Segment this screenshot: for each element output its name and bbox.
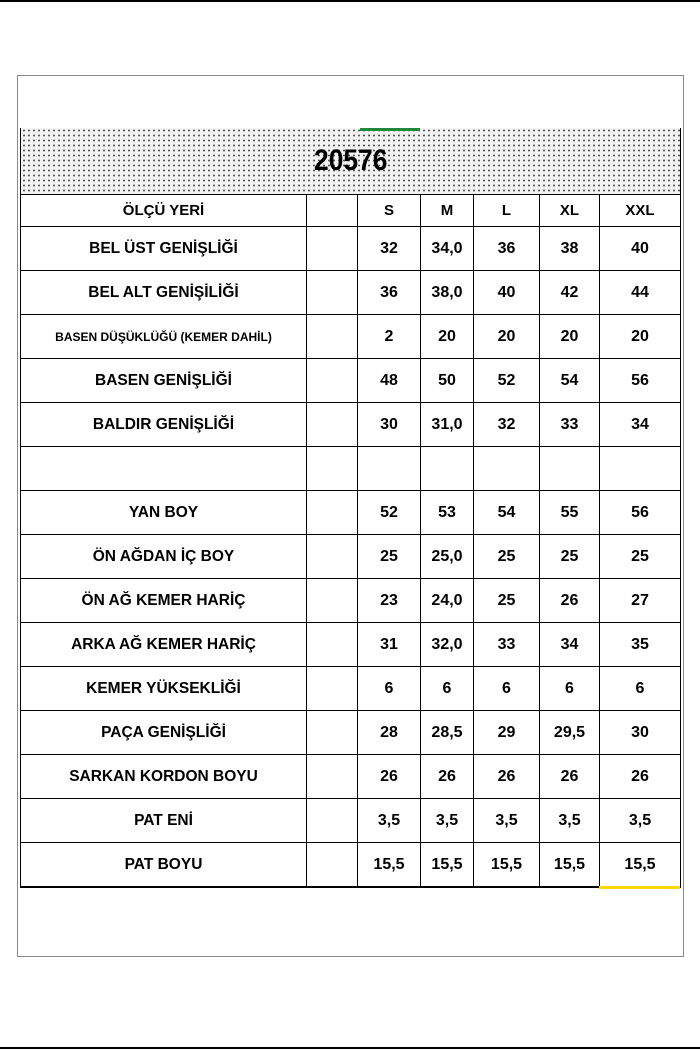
- value-cell-l: 25: [474, 535, 540, 579]
- column-header-xl: XL: [540, 195, 600, 227]
- value-cell-xxl: 6: [600, 667, 681, 711]
- measure-label: ARKA AĞ KEMER HARİÇ: [21, 623, 307, 667]
- value-cell-s: 52: [358, 491, 421, 535]
- value-cell-xxl: 40: [600, 227, 681, 271]
- blank-cell: [307, 711, 358, 755]
- value-cell-xxl: 26: [600, 755, 681, 799]
- blank-cell: [307, 535, 358, 579]
- blank-cell: [307, 579, 358, 623]
- value-cell-xxl: 3,5: [600, 799, 681, 843]
- table-row: [21, 315, 681, 359]
- value-cell-xxl: 20: [600, 315, 681, 359]
- value-cell-s: 2: [358, 315, 421, 359]
- value-cell-m: 28,5: [421, 711, 474, 755]
- green-accent-mark: [360, 128, 420, 131]
- measure-label: BEL ÜST GENİŞLİĞİ: [21, 227, 307, 271]
- table-row: [21, 447, 681, 491]
- value-cell-xl: 6: [540, 667, 600, 711]
- measure-label: BEL ALT GENİŞİLİĞİ: [21, 271, 307, 315]
- header-row: [21, 195, 681, 227]
- value-cell-l: 52: [474, 359, 540, 403]
- blank-cell: [307, 843, 358, 888]
- table-row: [21, 359, 681, 403]
- value-cell-xxl: 56: [600, 491, 681, 535]
- value-cell-xxl: 30: [600, 711, 681, 755]
- value-cell-l: [474, 447, 540, 491]
- value-cell-l: 36: [474, 227, 540, 271]
- value-cell-m: 32,0: [421, 623, 474, 667]
- table-row: [21, 667, 681, 711]
- value-cell-s: 23: [358, 579, 421, 623]
- value-cell-s: 32: [358, 227, 421, 271]
- blank-cell: [307, 359, 358, 403]
- value-cell-l: 6: [474, 667, 540, 711]
- value-cell-s: [358, 447, 421, 491]
- value-cell-l: 3,5: [474, 799, 540, 843]
- blank-cell: [307, 491, 358, 535]
- value-cell-xl: 20: [540, 315, 600, 359]
- value-cell-xl: 55: [540, 491, 600, 535]
- table-row: [21, 755, 681, 799]
- value-cell-xl: 26: [540, 579, 600, 623]
- blank-cell: [307, 667, 358, 711]
- table-row: [21, 271, 681, 315]
- value-cell-xxl: 34: [600, 403, 681, 447]
- table-row: [21, 843, 681, 888]
- value-cell-l: 25: [474, 579, 540, 623]
- value-cell-s: 31: [358, 623, 421, 667]
- value-cell-m: 6: [421, 667, 474, 711]
- value-cell-l: 40: [474, 271, 540, 315]
- measure-label: PAT ENİ: [21, 799, 307, 843]
- value-cell-xxl: 35: [600, 623, 681, 667]
- value-cell-m: 15,5: [421, 843, 474, 888]
- value-cell-s: 3,5: [358, 799, 421, 843]
- value-cell-m: 53: [421, 491, 474, 535]
- yellow-accent-mark: [599, 886, 680, 889]
- blank-cell: [307, 315, 358, 359]
- column-header-l: L: [474, 195, 540, 227]
- value-cell-xl: 38: [540, 227, 600, 271]
- value-cell-xxl: 25: [600, 535, 681, 579]
- title-row: [21, 128, 681, 195]
- value-cell-xl: 3,5: [540, 799, 600, 843]
- value-cell-s: 48: [358, 359, 421, 403]
- measure-label: PAÇA GENİŞLİĞİ: [21, 711, 307, 755]
- table-row: [21, 623, 681, 667]
- value-cell-l: 54: [474, 491, 540, 535]
- measure-label: ÖN AĞDAN İÇ BOY: [21, 535, 307, 579]
- table-row: [21, 711, 681, 755]
- value-cell-xxl: 27: [600, 579, 681, 623]
- column-header-m: M: [421, 195, 474, 227]
- bottom-rule: [0, 1047, 700, 1049]
- measure-label: BASEN GENİŞLİĞİ: [21, 359, 307, 403]
- value-cell-s: 26: [358, 755, 421, 799]
- size-chart-table: [20, 128, 681, 888]
- value-cell-xl: 25: [540, 535, 600, 579]
- table-row: [21, 227, 681, 271]
- value-cell-m: 20: [421, 315, 474, 359]
- value-cell-l: 32: [474, 403, 540, 447]
- value-cell-m: 38,0: [421, 271, 474, 315]
- column-header-s: S: [358, 195, 421, 227]
- value-cell-xl: 29,5: [540, 711, 600, 755]
- value-cell-m: 50: [421, 359, 474, 403]
- measure-label: [21, 447, 307, 491]
- table-row: [21, 403, 681, 447]
- top-rule: [0, 0, 700, 2]
- value-cell-l: 29: [474, 711, 540, 755]
- value-cell-m: [421, 447, 474, 491]
- value-cell-xl: 34: [540, 623, 600, 667]
- value-cell-m: 26: [421, 755, 474, 799]
- value-cell-xxl: [600, 447, 681, 491]
- table-row: [21, 579, 681, 623]
- value-cell-l: 33: [474, 623, 540, 667]
- value-cell-xl: 15,5: [540, 843, 600, 888]
- measure-label: BASEN DÜŞÜKLÜĞÜ (KEMER DAHİL): [21, 315, 307, 359]
- value-cell-s: 6: [358, 667, 421, 711]
- table-row: [21, 535, 681, 579]
- value-cell-xxl: 15,5: [600, 843, 681, 888]
- product-code-cell: [21, 128, 681, 195]
- blank-cell: [307, 403, 358, 447]
- value-cell-m: 31,0: [421, 403, 474, 447]
- value-cell-l: 15,5: [474, 843, 540, 888]
- value-cell-xxl: 56: [600, 359, 681, 403]
- value-cell-l: 26: [474, 755, 540, 799]
- value-cell-xl: [540, 447, 600, 491]
- value-cell-s: 36: [358, 271, 421, 315]
- blank-cell: [307, 447, 358, 491]
- value-cell-m: 25,0: [421, 535, 474, 579]
- value-cell-m: 24,0: [421, 579, 474, 623]
- blank-cell: [307, 271, 358, 315]
- table-row: [21, 491, 681, 535]
- column-header-blank: [307, 195, 358, 227]
- value-cell-m: 34,0: [421, 227, 474, 271]
- value-cell-xl: 26: [540, 755, 600, 799]
- value-cell-xxl: 44: [600, 271, 681, 315]
- measure-label: ÖN AĞ KEMER HARİÇ: [21, 579, 307, 623]
- value-cell-xl: 42: [540, 271, 600, 315]
- value-cell-s: 28: [358, 711, 421, 755]
- value-cell-s: 30: [358, 403, 421, 447]
- value-cell-m: 3,5: [421, 799, 474, 843]
- measure-label: PAT BOYU: [21, 843, 307, 888]
- value-cell-xl: 54: [540, 359, 600, 403]
- value-cell-l: 20: [474, 315, 540, 359]
- blank-cell: [307, 755, 358, 799]
- blank-cell: [307, 227, 358, 271]
- blank-cell: [307, 623, 358, 667]
- measure-label: KEMER YÜKSEKLİĞİ: [21, 667, 307, 711]
- product-code: 20576: [313, 144, 388, 177]
- column-header-measure: ÖLÇÜ YERİ: [21, 195, 307, 227]
- measure-label: SARKAN KORDON BOYU: [21, 755, 307, 799]
- blank-cell: [307, 799, 358, 843]
- value-cell-s: 15,5: [358, 843, 421, 888]
- measure-label: YAN BOY: [21, 491, 307, 535]
- measure-label: BALDIR GENİŞLİĞİ: [21, 403, 307, 447]
- table-row: [21, 799, 681, 843]
- column-header-xxl: XXL: [600, 195, 681, 227]
- value-cell-xl: 33: [540, 403, 600, 447]
- value-cell-s: 25: [358, 535, 421, 579]
